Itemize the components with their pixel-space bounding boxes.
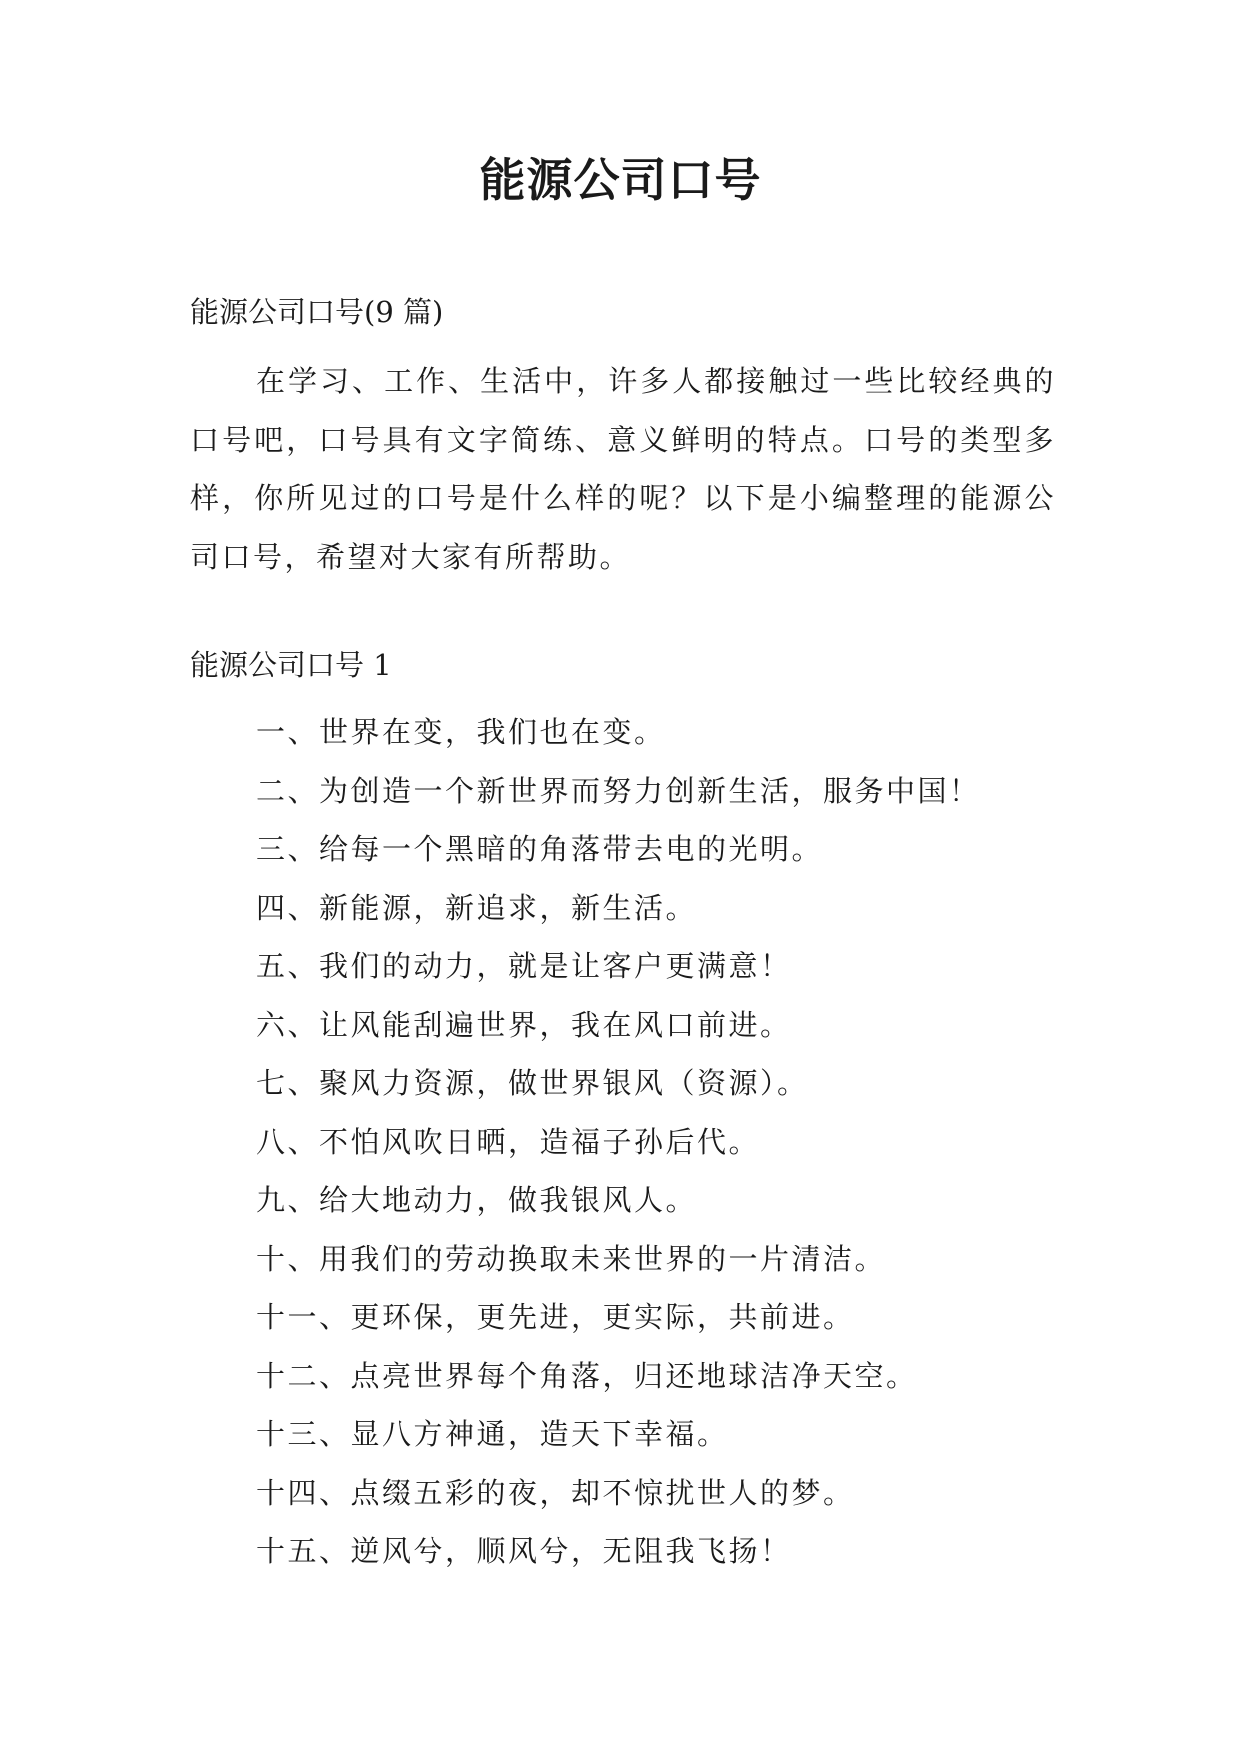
slogan-item: 六、让风能刮遍世界，我在风口前进。 xyxy=(256,1007,792,1042)
slogan-item: 九、给大地动力，做我银风人。 xyxy=(256,1183,698,1217)
slogan-item: 四、新能源，新追求，新生活。 xyxy=(256,890,698,925)
slogan-item: 一、世界在变，我们也在变。 xyxy=(256,715,666,749)
slogan-item: 十五、逆风兮，顺风兮，无阻我飞扬！ xyxy=(256,1534,792,1568)
slogan-item: 五、我们的动力，就是让客户更满意！ xyxy=(256,949,792,983)
slogan-item: 十三、显八方神通，造天下幸福。 xyxy=(256,1417,729,1451)
slogan-item: 十二、点亮世界每个角落，归还地球洁净天空。 xyxy=(256,1358,918,1393)
slogan-item: 十四、点缀五彩的夜，却不惊扰世人的梦。 xyxy=(256,1475,855,1510)
slogan-item: 十一、更环保，更先进，更实际，共前进。 xyxy=(256,1300,855,1334)
slogan-item: 三、给每一个黑暗的角落带去电的光明。 xyxy=(256,832,824,866)
slogan-item: 十、用我们的劳动换取未来世界的一片清洁。 xyxy=(256,1241,887,1276)
section-heading: 能源公司口号 1 xyxy=(190,648,392,682)
slogan-item: 八、不怕风吹日晒，造福子孙后代。 xyxy=(256,1124,761,1159)
document-subtitle: 能源公司口号(9 篇) xyxy=(190,295,444,329)
slogan-item: 二、为创造一个新世界而努力创新生活，服务中国！ xyxy=(256,773,981,808)
slogan-list xyxy=(256,703,981,1581)
intro-paragraph: 在学习、工作、生活中，许多人都接触过一些比较经典的口号吧，口号具有文字简练、意义鲜明的特点。口号的类型多样，你所见过的口号是什么样的呢？以下是小编整理的能源公司口号，希望对大家有所帮助。 xyxy=(190,364,1056,574)
slogan-item: 七、聚风力资源，做世界银风（资源）。 xyxy=(256,1066,809,1100)
page-title: 能源公司口号 xyxy=(479,153,762,207)
